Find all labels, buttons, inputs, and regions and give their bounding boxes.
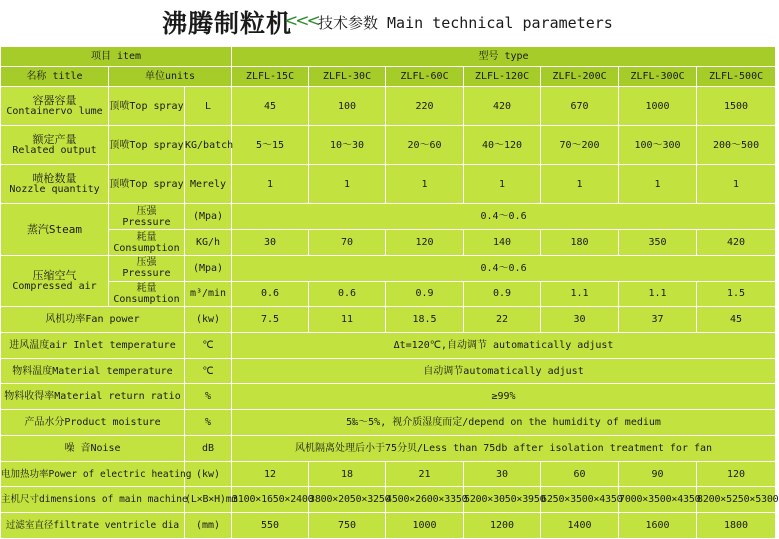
steam-consumption-cn: 耗量 (136, 231, 157, 243)
volume-value: 220 (386, 87, 464, 126)
nozzle-value: 1 (386, 165, 464, 204)
heating-value: 60 (541, 461, 619, 487)
material-temp-unit: ℃ (185, 358, 232, 384)
filtrate-value: 1600 (619, 513, 697, 539)
steam-consumption-value: 350 (619, 230, 697, 256)
steam-pressure-label (109, 204, 185, 230)
air-pressure-unit: (Mpa) (185, 255, 232, 281)
filtrate-value: 1400 (541, 513, 619, 539)
volume-sub: 顶喷Top spray (109, 87, 185, 126)
type-header: 型号 type (232, 47, 776, 67)
volume-unit: L (185, 87, 232, 126)
air-label-cn: 压缩空气 (32, 269, 77, 283)
model-cell: ZLFL-300C (619, 66, 697, 87)
air-consumption-value: 0.6 (232, 281, 309, 307)
model-cell: ZLFL-500C (697, 66, 776, 87)
model-cell: ZLFL-60C (386, 66, 464, 87)
table-row (1, 281, 776, 307)
heating-unit: (kw) (185, 461, 232, 487)
filtrate-value: 750 (309, 513, 386, 539)
table-row (1, 307, 776, 333)
steam-pressure-unit: (Mpa) (185, 204, 232, 230)
filtrate-label: 过滤室直径filtrate ventricle dia (1, 513, 185, 539)
table-row (1, 126, 776, 165)
heating-value: 30 (464, 461, 541, 487)
air-consumption-value: 0.9 (386, 281, 464, 307)
output-value: 5～15 (232, 126, 309, 165)
volume-label-en: Containervo lume (6, 106, 103, 118)
heating-value: 18 (309, 461, 386, 487)
heating-label: 电加热功率Power of electric heating (1, 461, 185, 487)
steam-pressure-en: Pressure (122, 216, 171, 228)
output-value: 20～60 (386, 126, 464, 165)
steam-consumption-value: 120 (386, 230, 464, 256)
fan-power-value: 11 (309, 307, 386, 333)
heating-value: 90 (619, 461, 697, 487)
table-row (1, 204, 776, 230)
steam-consumption-value: 180 (541, 230, 619, 256)
nozzle-value: 1 (464, 165, 541, 204)
dimensions-value: 6250×3500×4350 (541, 487, 619, 513)
output-sub: 顶喷Top spray (109, 126, 185, 165)
table-row (1, 333, 776, 359)
table-row (1, 410, 776, 436)
table-row (1, 87, 776, 126)
dimensions-value: 3100×1650×2400 (232, 487, 309, 513)
table-row (1, 384, 776, 410)
air-consumption-value: 1.5 (697, 281, 776, 307)
fan-power-value: 37 (619, 307, 697, 333)
air-pressure-en: Pressure (122, 268, 171, 280)
moisture-label: 产品水分Product moisture (1, 410, 185, 436)
dimensions-value: 3800×2050×3250 (309, 487, 386, 513)
table-row (1, 513, 776, 539)
return-ratio-value: ≥99% (232, 384, 776, 410)
nozzle-value: 1 (232, 165, 309, 204)
model-cell: ZLFL-15C (232, 66, 309, 87)
steam-consumption-unit: KG/h (185, 230, 232, 256)
nozzle-label-cn: 喷枪数量 (32, 172, 77, 186)
table-header-row (1, 47, 776, 67)
chevron-decoration: <<< (284, 11, 318, 31)
nozzle-sub: 顶喷Top spray (109, 165, 185, 204)
steam-consumption-en: Consumption (113, 242, 180, 254)
air-pressure-cn: 压强 (136, 257, 157, 269)
moisture-value: 5‰～5%, 视介质湿度而定/depend on the humidity of medium (232, 410, 776, 436)
volume-value: 670 (541, 87, 619, 126)
fan-power-unit: (kw) (185, 307, 232, 333)
output-value: 70～200 (541, 126, 619, 165)
table-row (1, 435, 776, 461)
steam-pressure-value: 0.4～0.6 (232, 204, 776, 230)
output-unit: KG/batch (185, 126, 232, 165)
dimensions-value: 5200×3050×3950 (464, 487, 541, 513)
filtrate-value: 1200 (464, 513, 541, 539)
output-label-cn: 额定产量 (32, 133, 77, 147)
noise-unit: dB (185, 435, 232, 461)
fan-power-value: 7.5 (232, 307, 309, 333)
model-cell: ZLFL-200C (541, 66, 619, 87)
volume-value: 45 (232, 87, 309, 126)
name-header: 名称 title (1, 66, 109, 87)
air-consumption-value: 0.9 (464, 281, 541, 307)
air-consumption-value: 1.1 (619, 281, 697, 307)
filtrate-value: 550 (232, 513, 309, 539)
air-consumption-cn: 耗量 (136, 282, 157, 294)
steam-consumption-value: 420 (697, 230, 776, 256)
nozzle-value: 1 (309, 165, 386, 204)
table-row (1, 487, 776, 513)
filtrate-value: 1800 (697, 513, 776, 539)
output-value: 10～30 (309, 126, 386, 165)
material-temp-value: 自动调节automatically adjust (232, 358, 776, 384)
volume-value: 1500 (697, 87, 776, 126)
table-row (1, 255, 776, 281)
output-value: 100～300 (619, 126, 697, 165)
return-ratio-unit: % (185, 384, 232, 410)
output-value: 40～120 (464, 126, 541, 165)
material-temp-label: 物料温度Material temperature (1, 358, 185, 384)
volume-value: 1000 (619, 87, 697, 126)
page-subtitle: 技术参数 Main technical parameters (318, 14, 613, 32)
moisture-unit: % (185, 410, 232, 436)
table-row (1, 358, 776, 384)
air-consumption-label (109, 281, 185, 307)
air-consumption-unit: m³/min (185, 281, 232, 307)
inlet-temp-value: Δt=120℃,自动调节 automatically adjust (232, 333, 776, 359)
fan-power-value: 22 (464, 307, 541, 333)
dimensions-value: 4500×2600×3350 (386, 487, 464, 513)
heating-value: 120 (697, 461, 776, 487)
nozzle-label (1, 165, 109, 204)
air-consumption-value: 1.1 (541, 281, 619, 307)
output-label-en: Related output (12, 145, 97, 157)
inlet-temp-label: 进风温度air Inlet temperature (1, 333, 185, 359)
model-cell: ZLFL-120C (464, 66, 541, 87)
volume-value: 420 (464, 87, 541, 126)
inlet-temp-unit: ℃ (185, 333, 232, 359)
noise-value: 风机隔离处理后小于75分贝/Less than 75db after isolation treatment for fan (232, 435, 776, 461)
table-row (1, 461, 776, 487)
volume-label-cn: 容器容量 (32, 94, 77, 108)
nozzle-unit: Merely (185, 165, 232, 204)
page-title: 沸腾制粒机 (162, 9, 293, 38)
steam-consumption-value: 70 (309, 230, 386, 256)
noise-label: 噪 音Noise (1, 435, 185, 461)
fan-power-value: 18.5 (386, 307, 464, 333)
air-label (1, 255, 109, 306)
air-pressure-value: 0.4～0.6 (232, 255, 776, 281)
volume-label (1, 87, 109, 126)
nozzle-value: 1 (541, 165, 619, 204)
model-cell: ZLFL-30C (309, 66, 386, 87)
item-header: 项目 item (1, 47, 232, 67)
steam-consumption-value: 140 (464, 230, 541, 256)
nozzle-value: 1 (619, 165, 697, 204)
steam-label: 蒸汽Steam (1, 204, 109, 255)
fan-power-label: 风机功率Fan power (1, 307, 185, 333)
air-label-en: Compressed air (12, 281, 97, 293)
table-row (1, 230, 776, 256)
filtrate-value: 1000 (386, 513, 464, 539)
output-label (1, 126, 109, 165)
spec-table (0, 46, 779, 539)
model-row (1, 66, 776, 87)
air-consumption-en: Consumption (113, 293, 180, 305)
page-header (0, 0, 775, 46)
output-value: 200～500 (697, 126, 776, 165)
heating-value: 12 (232, 461, 309, 487)
filtrate-unit: (mm) (185, 513, 232, 539)
fan-power-value: 45 (697, 307, 776, 333)
steam-consumption-value: 30 (232, 230, 309, 256)
volume-value: 100 (309, 87, 386, 126)
nozzle-label-en: Nozzle quantity (9, 184, 100, 196)
dimensions-label: 主机尺寸dimensions of main machine (1, 487, 185, 513)
table-row (1, 165, 776, 204)
fan-power-value: 30 (541, 307, 619, 333)
unit-header: 单位units (109, 66, 232, 87)
dimensions-value: 7000×3500×4350 (619, 487, 697, 513)
air-pressure-label (109, 255, 185, 281)
dimensions-value: 8200×5250×5300 (697, 487, 776, 513)
steam-pressure-cn: 压强 (136, 205, 157, 217)
steam-consumption-label (109, 230, 185, 256)
dimensions-unit: (L×B×H)mm (185, 487, 232, 513)
nozzle-value: 1 (697, 165, 776, 204)
return-ratio-label: 物料收得率Material return ratio (1, 384, 185, 410)
heating-value: 21 (386, 461, 464, 487)
air-consumption-value: 0.6 (309, 281, 386, 307)
